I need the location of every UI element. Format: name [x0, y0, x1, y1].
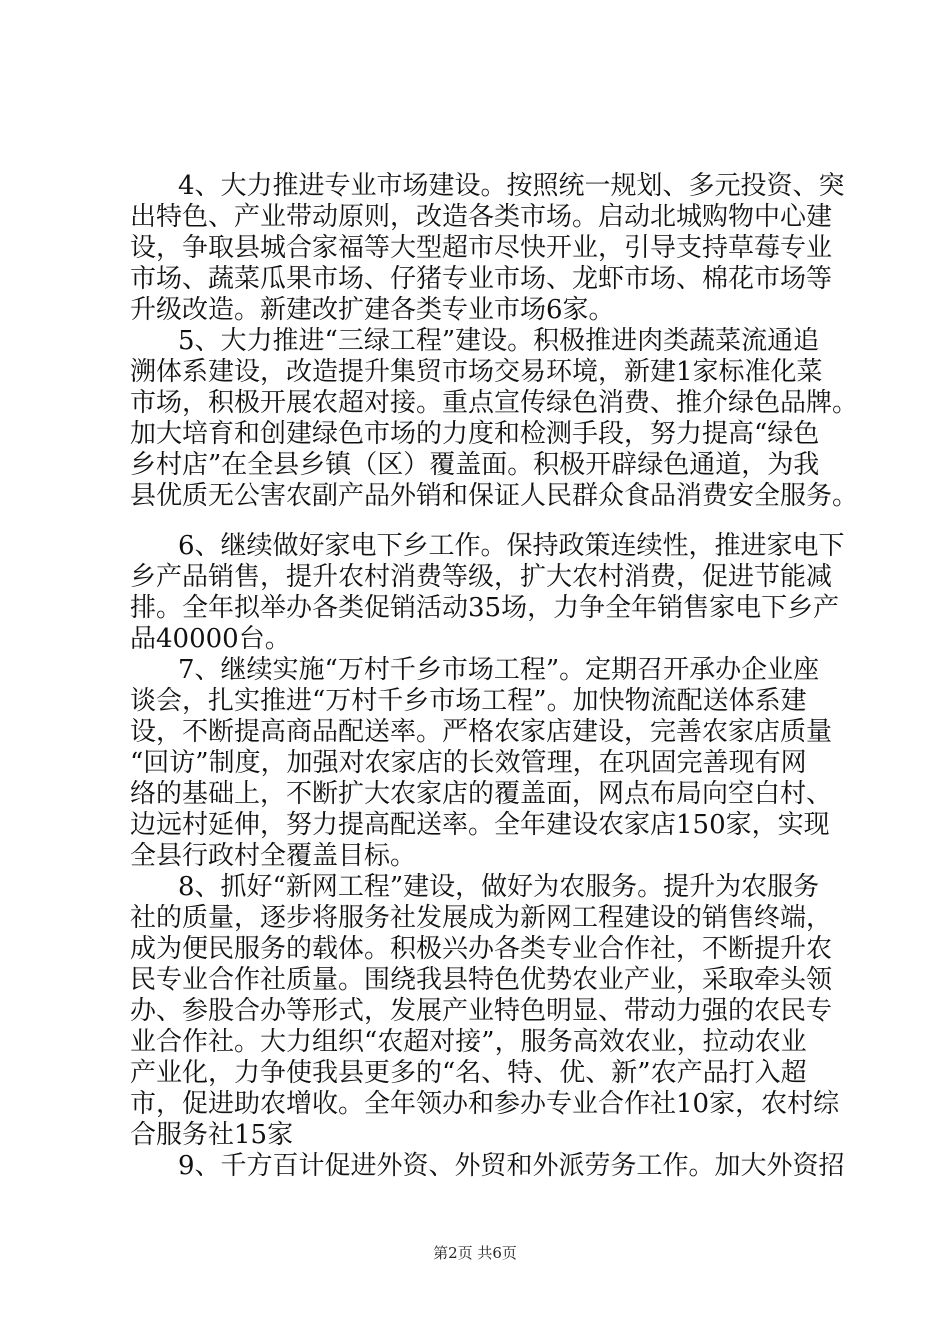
text-line: 边远村延伸，努力提高配送率。全年建设农家店150家，实现	[130, 810, 830, 840]
text-line: 民专业合作社质量。围绕我县特色优势农业产业，采取牵头领	[130, 965, 833, 995]
text-line: 县优质无公害农副产品外销和保证人民群众食品消费安全服务。	[130, 481, 859, 511]
text-line: 市，促进助农增收。全年领办和参办专业合作社10家，农村综	[130, 1089, 840, 1119]
text-line: 溯体系建设，改造提升集贸市场交易环境，新建1家标准化菜	[130, 357, 823, 387]
text-line: 合服务社15家	[130, 1120, 294, 1150]
text-line: 乡村店”在全县乡镇（区）覆盖面。积极开辟绿色通道，为我	[130, 450, 820, 480]
text-line: 9、千方百计促进外资、外贸和外派劳务工作。加大外资招	[178, 1151, 845, 1181]
page-number-footer: 第2页 共6页	[433, 1244, 517, 1262]
text-line: 4、大力推进专业市场建设。按照统一规划、多元投资、突	[178, 171, 845, 201]
text-line: 成为便民服务的载体。积极兴办各类专业合作社，不断提升农	[130, 934, 833, 964]
text-line: 加大培育和创建绿色市场的力度和检测手段，努力提高“绿色	[130, 419, 820, 449]
text-line: 社的质量，逐步将服务社发展成为新网工程建设的销售终端，	[130, 903, 833, 933]
text-line: 6、继续做好家电下乡工作。保持政策连续性，推进家电下	[178, 531, 845, 561]
text-line: 品40000台。	[130, 624, 291, 654]
text-line: 办、参股合办等形式，发展产业特色明显、带动力强的农民专	[130, 996, 833, 1026]
text-line: 市场、蔬菜瓜果市场、仔猪专业市场、龙虾市场、棉花市场等	[130, 264, 833, 294]
text-line: 设，争取县城合家福等大型超市尽快开业，引导支持草莓专业	[130, 233, 833, 263]
text-line: 络的基础上，不断扩大农家店的覆盖面，网点布局向空白村、	[130, 779, 833, 809]
text-line: 5、大力推进“三绿工程”建设。积极推进肉类蔬菜流通追	[178, 326, 820, 356]
text-line: 产业化，力争使我县更多的“名、特、优、新”农产品打入超	[130, 1058, 807, 1088]
text-line: 设，不断提高商品配送率。严格农家店建设，完善农家店质量	[130, 717, 833, 747]
text-line: 8、抓好“新网工程”建设，做好为农服务。提升为农服务	[178, 872, 820, 902]
text-line: 业合作社。大力组织“农超对接”，服务高效农业，拉动农业	[130, 1027, 807, 1057]
text-line: 排。全年拟举办各类促销活动35场，力争全年销售家电下乡产	[130, 593, 840, 623]
text-line: 乡产品销售，提升农村消费等级，扩大农村消费，促进节能减	[130, 562, 833, 592]
text-line: 出特色、产业带动原则，改造各类市场。启动北城购物中心建	[130, 202, 833, 232]
text-line: 7、继续实施“万村千乡市场工程”。定期召开承办企业座	[178, 655, 820, 685]
text-line: 市场，积极开展农超对接。重点宣传绿色消费、推介绿色品牌。	[130, 388, 859, 418]
text-line: 升级改造。新建改扩建各类专业市场6家。	[130, 295, 615, 325]
text-line: 全县行政村全覆盖目标。	[130, 841, 417, 871]
text-line: 谈会，扎实推进“万村千乡市场工程”。加快物流配送体系建	[130, 686, 807, 716]
text-line: “回访”制度，加强对农家店的长效管理，在巩固完善现有网	[130, 748, 807, 778]
